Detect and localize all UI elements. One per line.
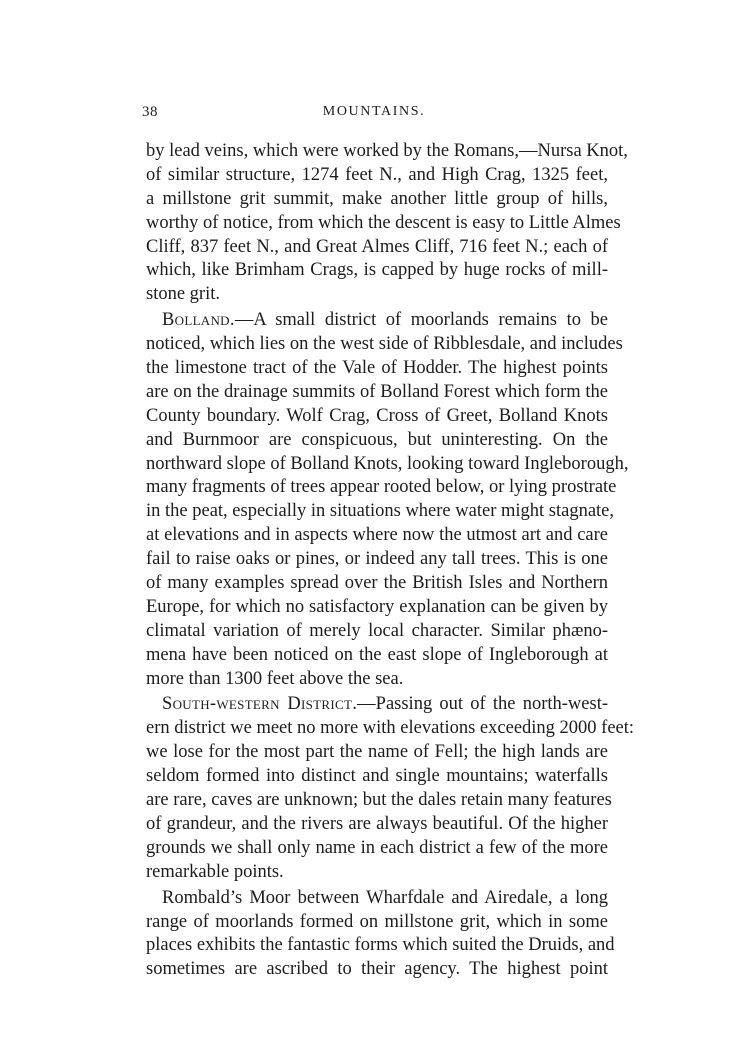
text-line: worthy of notice, from which the descent is easy to Little Almes — [146, 212, 621, 233]
text-line: which, like Brimham Crags, is capped by huge rocks of mill- — [146, 260, 608, 281]
text-line: mena have been noticed on the east slope of Ingleborough at — [146, 644, 608, 665]
running-head — [142, 104, 606, 128]
heading-continuation: —A small district of moorlands remains to be — [234, 310, 608, 331]
text-line: of grandeur, and the rivers are always beautiful. Of the higher — [146, 813, 608, 834]
text-line: more than 1300 feet above the sea. — [146, 668, 404, 689]
text-line: stone grit. — [146, 284, 220, 305]
text-line: a millstone grit summit, make another little group of hills, — [146, 188, 608, 209]
running-title: MOUNTAINS. — [322, 104, 426, 119]
text-line: Cliff, 837 feet N., and Great Almes Cliff, 716 feet N.; each of — [146, 236, 608, 257]
text-line: northward slope of Bolland Knots, looking toward Ingleborough, — [146, 453, 629, 474]
text-line: range of moorlands formed on millstone grit, which in some — [146, 911, 608, 932]
text-line: places exhibits the fantastic forms which suited the Druids, and — [146, 935, 615, 956]
paragraph-bolland — [146, 309, 629, 691]
text-line: Europe, for which no satisfactory explanation can be given by — [146, 596, 608, 617]
text-line: noticed, which lies on the west side of Ribblesdale, and includes — [146, 334, 623, 355]
text-line: fail to raise oaks or pines, or indeed any tall trees. This is one — [146, 549, 608, 570]
text-line: seldom formed into distinct and single mountains; waterfalls — [146, 766, 608, 787]
text-line — [146, 693, 608, 717]
section-heading: Bolland. — [162, 310, 235, 331]
text-line: of many examples spread over the British Isles and Northern — [146, 573, 608, 594]
text-line: by lead veins, which were worked by the Romans,—Nursa Knot, — [146, 141, 628, 161]
section-heading: South-western District. — [162, 694, 358, 715]
paragraph-south-western — [146, 693, 635, 884]
text-line: Rombald’s Moor between Wharfdale and Airedale, a long — [162, 887, 608, 908]
text-line: of similar structure, 1274 feet N., and High Crag, 1325 feet, — [146, 164, 608, 185]
paragraph — [146, 140, 628, 307]
text-line: we lose for the most part the name of Fell; the high lands are — [146, 742, 608, 763]
body-text — [146, 140, 635, 982]
text-line: County boundary. Wolf Crag, Cross of Greet, Bolland Knots — [146, 405, 608, 426]
text-line: are on the drainage summits of Bolland Forest which form the — [146, 381, 608, 402]
text-line: remarkable points. — [146, 861, 284, 882]
text-line: at elevations and in aspects where now the utmost art and care — [146, 525, 608, 546]
text-line: are rare, caves are unknown; but the dales retain many features — [146, 790, 612, 811]
text-line — [146, 309, 608, 333]
text-line: the limestone tract of the Vale of Hodder. The highest points — [146, 358, 608, 379]
text-line: many fragments of trees appear rooted below, or lying prostrate — [146, 477, 617, 498]
text-line: sometimes are ascribed to their agency. The highest point — [146, 959, 608, 980]
text-line: grounds we shall only name in each district a few of the more — [146, 837, 608, 858]
text-line: and Burnmoor are conspicuous, but uninteresting. On the — [146, 429, 608, 450]
text-line: climatal variation of merely local character. Similar phæno- — [146, 620, 608, 641]
page-number: 38 — [142, 104, 158, 120]
text-line: ern district we meet no more with elevations exceeding 2000 feet: — [146, 718, 635, 739]
text-line: in the peat, especially in situations where water might stagnate, — [146, 501, 615, 522]
heading-continuation: —Passing out of the north-west- — [357, 694, 608, 715]
paragraph-rombald — [146, 887, 615, 983]
